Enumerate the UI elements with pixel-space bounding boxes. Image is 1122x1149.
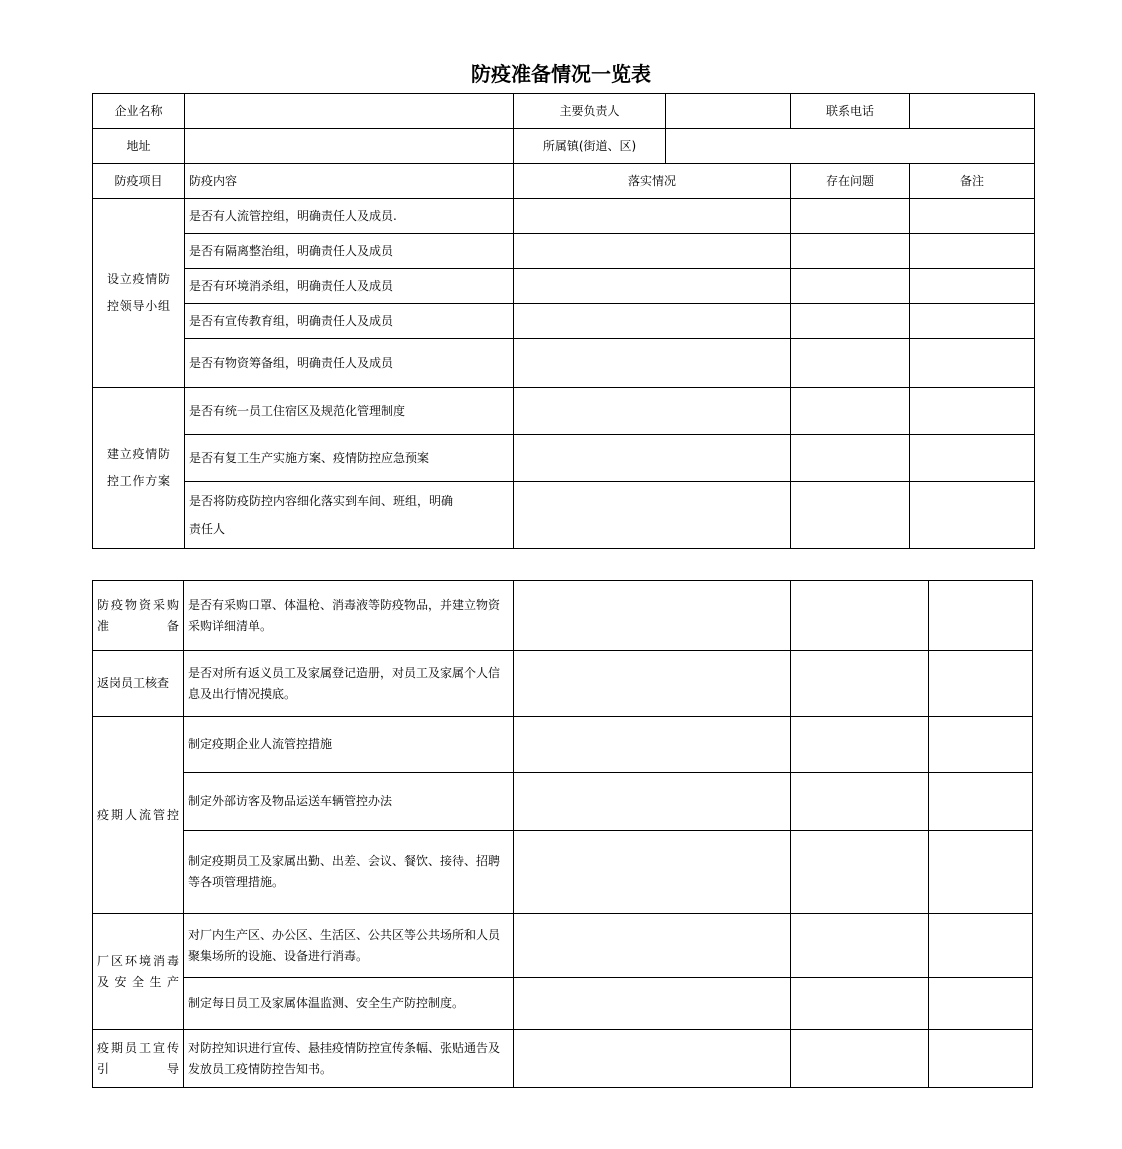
page-title: 防疫准备情况一览表 — [471, 62, 651, 86]
remarks-cell[interactable] — [910, 435, 1035, 482]
issues-cell[interactable] — [791, 435, 910, 482]
status-cell[interactable] — [514, 773, 791, 831]
item-label: 厂区环境消毒及安全生产 — [97, 953, 179, 989]
content-cell: 制定疫期员工及家属出勤、出差、会议、餐饮、接待、招聘等各项管理措施。 — [184, 831, 514, 914]
content-cell: 制定外部访客及物品运送车辆管控办法 — [184, 773, 514, 831]
issues-cell[interactable] — [791, 581, 929, 651]
item-label: 疫期人流管控 — [97, 807, 179, 822]
content-cell: 是否有宣传教育组，明确责任人及成员 — [185, 304, 514, 339]
status-cell[interactable] — [514, 717, 791, 773]
table-row — [93, 269, 1035, 304]
table-row — [93, 304, 1035, 339]
status-cell[interactable] — [514, 651, 791, 717]
status-cell[interactable] — [514, 339, 791, 388]
status-cell[interactable] — [514, 388, 791, 435]
table-row — [93, 199, 1035, 234]
table-row — [93, 717, 1033, 773]
status-cell[interactable] — [514, 482, 791, 549]
issues-cell[interactable] — [791, 1030, 929, 1088]
table-row — [93, 773, 1033, 831]
remarks-cell[interactable] — [929, 717, 1033, 773]
item-label: 疫期员工宣传引导 — [97, 1040, 179, 1076]
col-issues-header: 存在问题 — [791, 164, 910, 199]
address-value[interactable] — [185, 129, 514, 164]
table-row — [93, 339, 1035, 388]
content-cell: 制定疫期企业人流管控措施 — [184, 717, 514, 773]
status-cell[interactable] — [514, 914, 791, 978]
address-label: 地址 — [93, 129, 185, 164]
content-cell: 是否有环境消杀组，明确责任人及成员 — [185, 269, 514, 304]
status-cell[interactable] — [514, 1030, 791, 1088]
table-row — [93, 978, 1033, 1030]
content-cell: 是否将防疫防控内容细化落实到车间、班组，明确责任人 — [185, 482, 514, 549]
item-cell — [93, 1030, 184, 1088]
content-cell: 制定每日员工及家属体温监测、安全生产防控制度。 — [184, 978, 514, 1030]
table-row — [93, 482, 1035, 549]
remarks-cell[interactable] — [910, 199, 1035, 234]
table-row — [93, 914, 1033, 978]
preparation-table-bottom — [92, 580, 1033, 1088]
issues-cell[interactable] — [791, 388, 910, 435]
item-cell — [93, 388, 185, 549]
remarks-cell[interactable] — [929, 831, 1033, 914]
item-cell — [93, 199, 185, 388]
status-cell[interactable] — [514, 831, 791, 914]
column-header-row — [93, 164, 1035, 199]
company-value[interactable] — [185, 94, 514, 129]
table-row — [93, 435, 1035, 482]
issues-cell[interactable] — [791, 199, 910, 234]
table-row — [93, 388, 1035, 435]
issues-cell[interactable] — [791, 339, 910, 388]
issues-cell[interactable] — [791, 831, 929, 914]
remarks-cell[interactable] — [910, 482, 1035, 549]
issues-cell[interactable] — [791, 651, 929, 717]
remarks-cell[interactable] — [929, 914, 1033, 978]
status-cell[interactable] — [514, 581, 791, 651]
district-label: 所属镇(街道、区) — [514, 129, 666, 164]
col-content-header: 防疫内容 — [185, 164, 514, 199]
phone-value[interactable] — [910, 94, 1035, 129]
issues-cell[interactable] — [791, 717, 929, 773]
remarks-cell[interactable] — [910, 388, 1035, 435]
content-cell: 是否有复工生产实施方案、疫情防控应急预案 — [185, 435, 514, 482]
issues-cell[interactable] — [791, 304, 910, 339]
header-row-address — [93, 129, 1035, 164]
issues-cell[interactable] — [791, 269, 910, 304]
status-cell[interactable] — [514, 435, 791, 482]
item-cell — [93, 581, 184, 651]
col-status-header: 落实情况 — [514, 164, 791, 199]
preparation-table-top — [92, 93, 1035, 549]
remarks-cell[interactable] — [910, 269, 1035, 304]
phone-label: 联系电话 — [791, 94, 910, 129]
remarks-cell[interactable] — [929, 978, 1033, 1030]
issues-cell[interactable] — [791, 773, 929, 831]
header-row-company — [93, 94, 1035, 129]
remarks-cell[interactable] — [929, 581, 1033, 651]
status-cell[interactable] — [514, 304, 791, 339]
item-label: 防疫物资采购准备 — [97, 597, 179, 633]
content-cell: 是否有人流管控组，明确责任人及成员. — [185, 199, 514, 234]
remarks-cell[interactable] — [929, 651, 1033, 717]
table-row — [93, 831, 1033, 914]
remarks-cell[interactable] — [929, 1030, 1033, 1088]
manager-value[interactable] — [666, 94, 791, 129]
content-cell: 是否有物资筹备组，明确责任人及成员 — [185, 339, 514, 388]
table-row — [93, 581, 1033, 651]
company-label: 企业名称 — [93, 94, 185, 129]
remarks-cell[interactable] — [910, 339, 1035, 388]
issues-cell[interactable] — [791, 482, 910, 549]
col-item-header: 防疫项目 — [93, 164, 185, 199]
col-remarks-header: 备注 — [910, 164, 1035, 199]
issues-cell[interactable] — [791, 914, 929, 978]
remarks-cell[interactable] — [910, 304, 1035, 339]
item-label: 建立疫情防控工作方案 — [107, 447, 170, 488]
item-label: 设立疫情防控领导小组 — [107, 272, 170, 313]
status-cell[interactable] — [514, 269, 791, 304]
content-cell: 对防控知识进行宣传、悬挂疫情防控宣传条幅、张贴通告及发放员工疫情防控告知书。 — [184, 1030, 514, 1088]
status-cell[interactable] — [514, 199, 791, 234]
table-row — [93, 651, 1033, 717]
table-row — [93, 1030, 1033, 1088]
issues-cell[interactable] — [791, 234, 910, 269]
table-row — [93, 234, 1035, 269]
district-value[interactable] — [666, 129, 1035, 164]
remarks-cell[interactable] — [929, 773, 1033, 831]
item-cell — [93, 914, 184, 1030]
content-cell: 是否有采购口罩、体温枪、消毒液等防疫物品，并建立物资采购详细清单。 — [184, 581, 514, 651]
remarks-cell[interactable] — [910, 234, 1035, 269]
item-cell — [93, 717, 184, 914]
status-cell[interactable] — [514, 234, 791, 269]
status-cell[interactable] — [514, 978, 791, 1030]
item-cell: 返岗员工核查 — [93, 651, 184, 717]
issues-cell[interactable] — [791, 978, 929, 1030]
content-cell: 是否有统一员工住宿区及规范化管理制度 — [185, 388, 514, 435]
manager-label: 主要负责人 — [514, 94, 666, 129]
content-cell: 对厂内生产区、办公区、生活区、公共区等公共场所和人员聚集场所的设施、设备进行消毒。 — [184, 914, 514, 978]
content-cell: 是否有隔离整治组，明确责任人及成员 — [185, 234, 514, 269]
content-cell: 是否对所有返义员工及家属登记造册，对员工及家属个人信息及出行情况摸底。 — [184, 651, 514, 717]
